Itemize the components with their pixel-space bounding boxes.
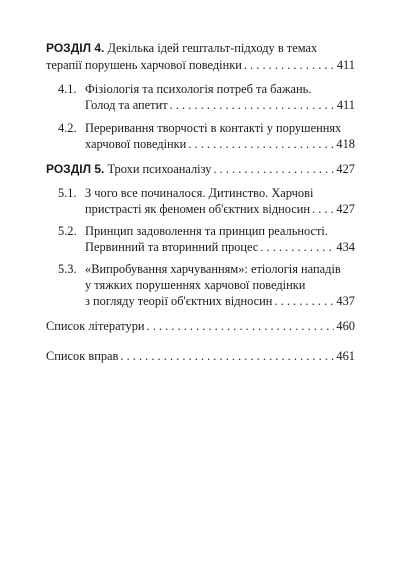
dot-leader [120, 348, 334, 364]
page-number: 418 [336, 137, 355, 151]
page-number: 427 [336, 202, 355, 216]
section-number: 5.1. [58, 186, 77, 200]
dot-leader [213, 161, 334, 177]
section-number: 5.2. [58, 224, 77, 238]
section-title-line-2: Первинний та вторинний процес [85, 240, 259, 254]
part-label: РОЗДІЛ 5. [46, 162, 105, 176]
section-title-line-3: з погляду теорії об'єктних відносин [85, 294, 273, 308]
section-title-line-1: З чого все починалося. Дитинство. Харчові [85, 186, 314, 200]
part-label: РОЗДІЛ 4. [46, 41, 105, 55]
section-title-line-2: харчової поведінки [85, 137, 187, 151]
section-title-line-2: у тяжких порушеннях харчової поведінки [85, 278, 306, 292]
section-number: 5.3. [58, 262, 77, 276]
dot-leader [274, 293, 334, 309]
page-number: 437 [336, 294, 355, 308]
dot-leader [312, 201, 334, 217]
section-title-line-1: «Випробування харчуванням»: етіологія нападів [85, 262, 341, 276]
dot-leader [147, 318, 335, 334]
page-number: 461 [336, 349, 355, 363]
part-title: Трохи психоаналізу [107, 162, 212, 176]
section-title-line-2: Голод та апетит [85, 98, 168, 112]
dot-leader [170, 97, 335, 113]
exercises-title: Список вправ [46, 349, 119, 363]
page-number: 460 [336, 319, 355, 333]
dot-leader [188, 136, 334, 152]
section-title-line-1: Фізіологія та психологія потреб та бажань. [85, 82, 312, 96]
page-number: 427 [336, 162, 355, 176]
part-title-line-1: Декілька ідей гештальт-підходу в темах [107, 41, 318, 55]
section-number: 4.2. [58, 121, 77, 135]
section-number: 4.1. [58, 82, 77, 96]
bibliography-title: Список літератури [46, 319, 145, 333]
part-title-line-2: терапії порушень харчової поведінки [46, 58, 242, 72]
section-title-line-1: Переривання творчості в контакті у порушеннях [85, 121, 342, 135]
section-title-line-2: пристрасті як феномен об'єктних відносин [85, 202, 311, 216]
page-number: 434 [336, 240, 355, 254]
dot-leader [260, 239, 334, 255]
page-number: 411 [336, 58, 355, 72]
page-number: 411 [336, 98, 355, 112]
dot-leader [244, 57, 335, 73]
section-title-line-1: Принцип задоволення та принцип реальності. [85, 224, 328, 238]
